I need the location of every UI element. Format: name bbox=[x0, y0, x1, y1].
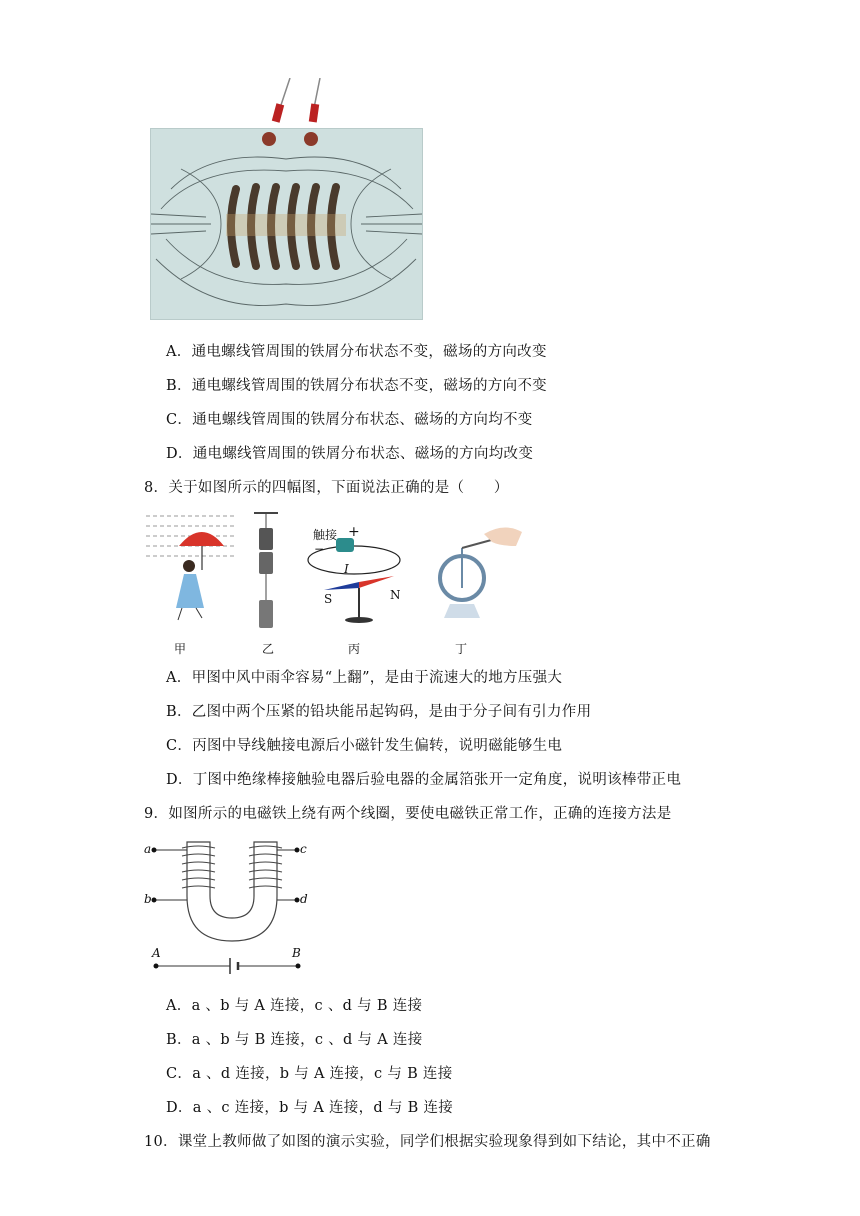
q8-plus-label: + bbox=[348, 524, 360, 540]
terminal-b-label: b bbox=[144, 892, 152, 906]
q8-label-bing: 丙 bbox=[348, 642, 361, 656]
q7-option-a: A．通电螺线管周围的铁屑分布状态不变，磁场的方向改变 bbox=[166, 344, 547, 360]
q9-option-c: C．a 、d 连接，b 与 A 连接，c 与 B 连接 bbox=[166, 1066, 453, 1082]
q8-option-b: B．乙图中两个压紧的铅块能吊起钩码，是由于分子间有引力作用 bbox=[166, 704, 592, 720]
battery-b-label: B bbox=[292, 946, 301, 960]
q8-label-jia: 甲 bbox=[174, 642, 187, 656]
q8-stem: 8．关于如图所示的四幅图，下面说法正确的是（ ） bbox=[144, 480, 509, 496]
solenoid-iron-filings-photo bbox=[150, 128, 423, 320]
q8-minus-label: − bbox=[314, 542, 325, 556]
q8-four-figures bbox=[144, 508, 524, 658]
q7-option-c: C．通电螺线管周围的铁屑分布状态、磁场的方向均不变 bbox=[166, 412, 533, 428]
solenoid-photo-drawing bbox=[151, 129, 422, 319]
terminal-a-label: a bbox=[144, 842, 152, 856]
q9-option-d: D．a 、c 连接，b 与 A 连接，d 与 B 连接 bbox=[166, 1100, 454, 1116]
q7-option-b: B．通电螺线管周围的铁屑分布状态不变，磁场的方向不变 bbox=[166, 378, 547, 394]
q8-option-c: C．丙图中导线触接电源后小磁针发生偏转，说明磁能够生电 bbox=[166, 738, 563, 754]
q8-option-a: A．甲图中风中雨伞容易“上翻”，是由于流速大的地方压强大 bbox=[166, 670, 563, 686]
terminal-c-label: c bbox=[300, 842, 307, 856]
photo-leads bbox=[262, 78, 332, 138]
battery-a-label: A bbox=[152, 946, 161, 960]
q9-stem: 9．如图所示的电磁铁上绕有两个线圈，要使电磁铁正常工作，正确的连接方法是 bbox=[144, 806, 672, 822]
q8-label-ding: 丁 bbox=[455, 642, 468, 656]
terminal-d-label: d bbox=[300, 892, 308, 906]
q8-option-d: D．丁图中绝缘棒接触验电器后验电器的金属箔张开一定角度，说明该棒带正电 bbox=[166, 772, 682, 788]
q10-stem: 10．课堂上教师做了如图的演示实验，同学们根据实验现象得到如下结论，其中不正确 bbox=[144, 1134, 711, 1150]
q9-option-a: A．a 、b 与 A 连接，c 、d 与 B 连接 bbox=[166, 998, 423, 1014]
q8-north-label: N bbox=[390, 588, 401, 602]
q8-label-yi: 乙 bbox=[262, 642, 275, 656]
q8-south-label: S bbox=[324, 592, 333, 606]
q8-current-label: I bbox=[344, 562, 349, 576]
q9-option-b: B．a 、b 与 B 连接，c 、d 与 A 连接 bbox=[166, 1032, 423, 1048]
q8-touch-label: 触接 bbox=[313, 528, 338, 542]
q9-electromagnet-figure bbox=[142, 836, 322, 976]
q7-option-d: D．通电螺线管周围的铁屑分布状态、磁场的方向均改变 bbox=[166, 446, 534, 462]
